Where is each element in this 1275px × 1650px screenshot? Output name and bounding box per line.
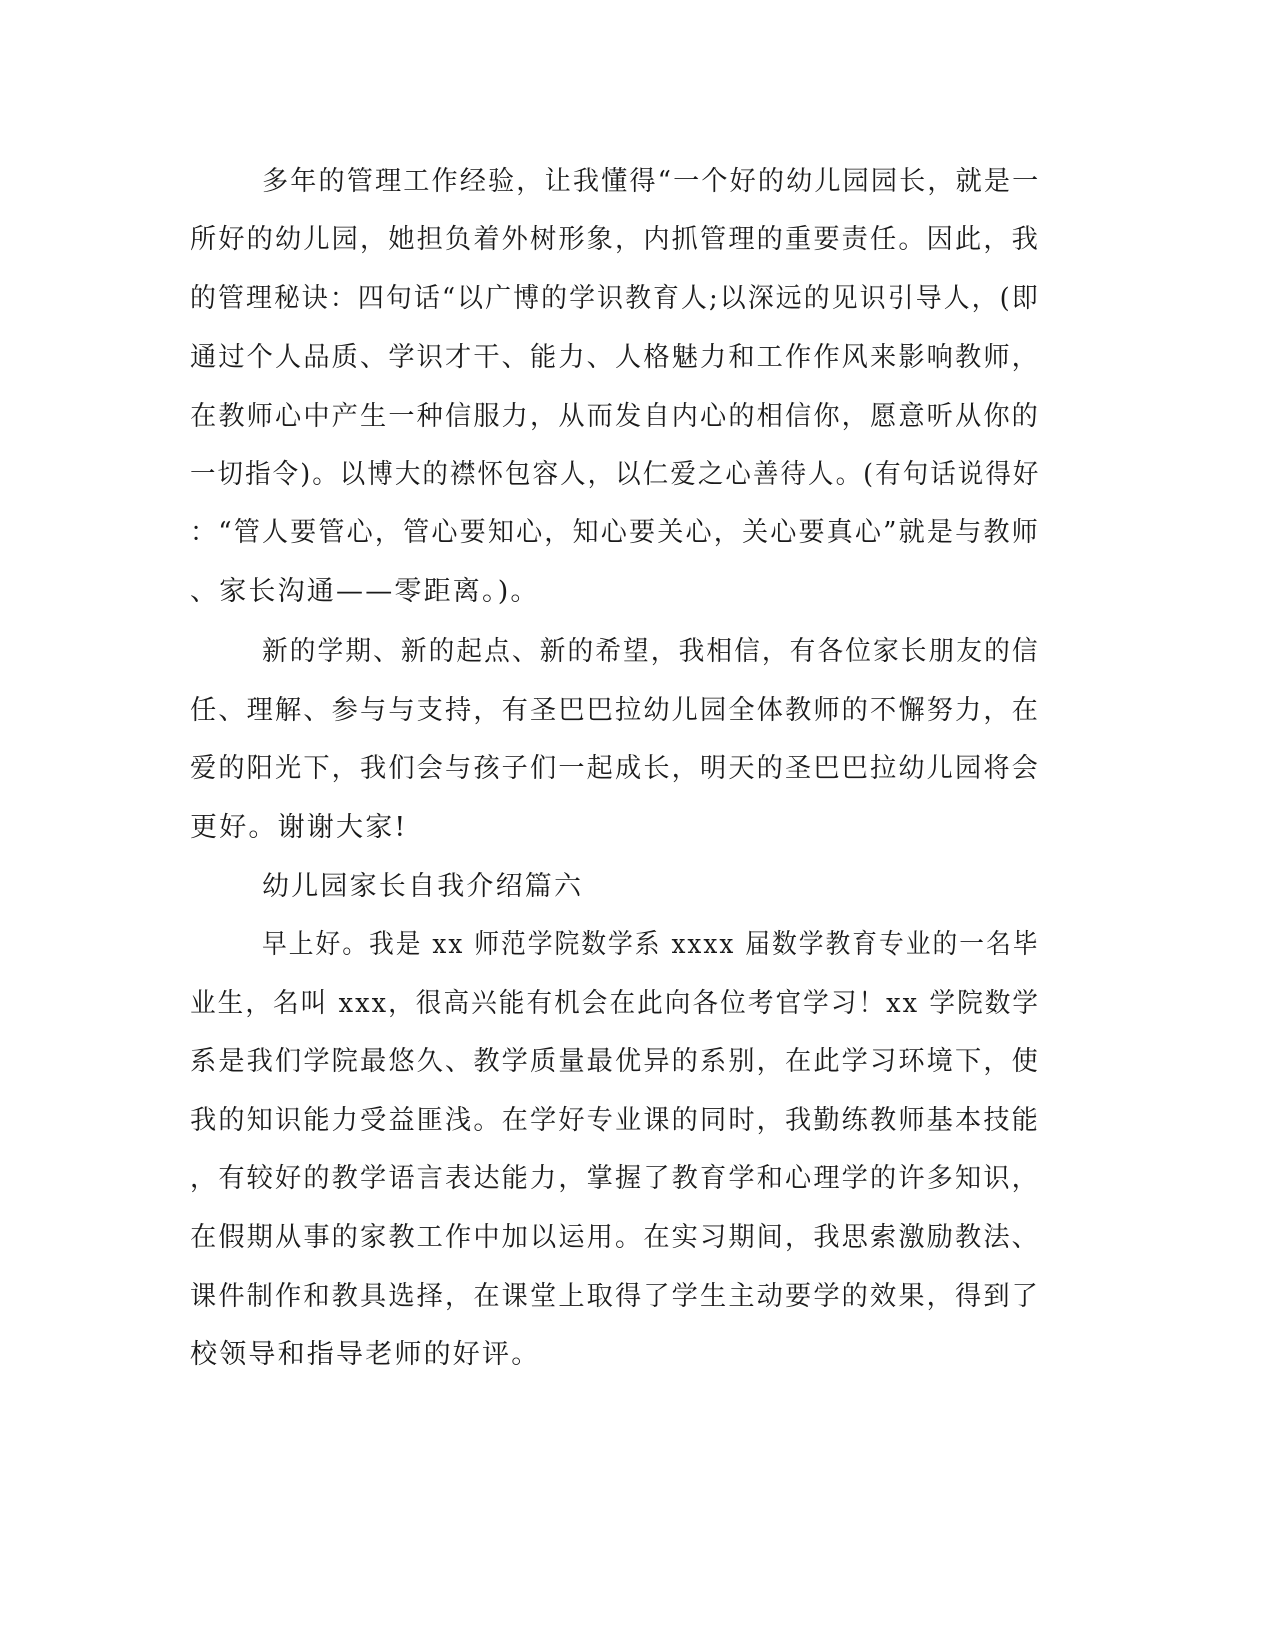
text-line: 多年的管理工作经验，让我懂得“一个好的幼儿园园长，就是一: [262, 166, 1041, 197]
text-line: 在假期从事的家教工作中加以运用。在实习期间，我思索激励教法、: [190, 1222, 1040, 1253]
text-line: 的管理秘诀：四句话“以广博的学识教育人;以深远的见识引导人，(即: [190, 283, 1040, 314]
text-line: 一切指令)。以博大的襟怀包容人，以仁爱之心善待人。(有句话说得好: [190, 459, 1041, 490]
text-line: ：“管人要管心，管心要知心，知心要关心，关心要真心”就是与教师: [190, 517, 1040, 548]
text-line: 通过个人品质、学识才干、能力、人格魅力和工作作风来影响教师，: [190, 342, 1040, 373]
text-line: 课件制作和教具选择，在课堂上取得了学生主动要学的效果，得到了: [190, 1281, 1040, 1312]
text-line: 校领导和指导老师的好评。: [190, 1339, 541, 1370]
text-line: 系是我们学院最悠久、教学质量最优异的系别，在此学习环境下，使: [190, 1046, 1040, 1077]
text-line: 爱的阳光下，我们会与孩子们一起成长，明天的圣巴巴拉幼儿园将会: [190, 753, 1040, 784]
text-line: 业生，名叫 xxx，很高兴能有机会在此向各位考官学习！xx 学院数学: [190, 988, 1041, 1019]
section-heading: 幼儿园家长自我介绍篇六: [262, 871, 584, 902]
text-line: 新的学期、新的起点、新的希望，我相信，有各位家长朋友的信: [262, 636, 1040, 667]
text-line: 所好的幼儿园，她担负着外树形象，内抓管理的重要责任。因此，我: [190, 224, 1040, 255]
text-line: 任、理解、参与与支持，有圣巴巴拉幼儿园全体教师的不懈努力，在: [190, 695, 1040, 726]
text-line: 、家长沟通——零距离。)。: [190, 576, 540, 607]
text-line: 我的知识能力受益匪浅。在学好专业课的同时，我勤练教师基本技能: [190, 1105, 1040, 1136]
text-line: 更好。谢谢大家!: [190, 812, 408, 843]
text-line: ，有较好的教学语言表达能力，掌握了教育学和心理学的许多知识，: [190, 1163, 1040, 1194]
text-line: 早上好。我是 xx 师范学院数学系 xxxx 届数学教育专业的一名毕: [262, 929, 1040, 960]
text-line: 在教师心中产生一种信服力，从而发自内心的相信你，愿意听从你的: [190, 401, 1040, 432]
